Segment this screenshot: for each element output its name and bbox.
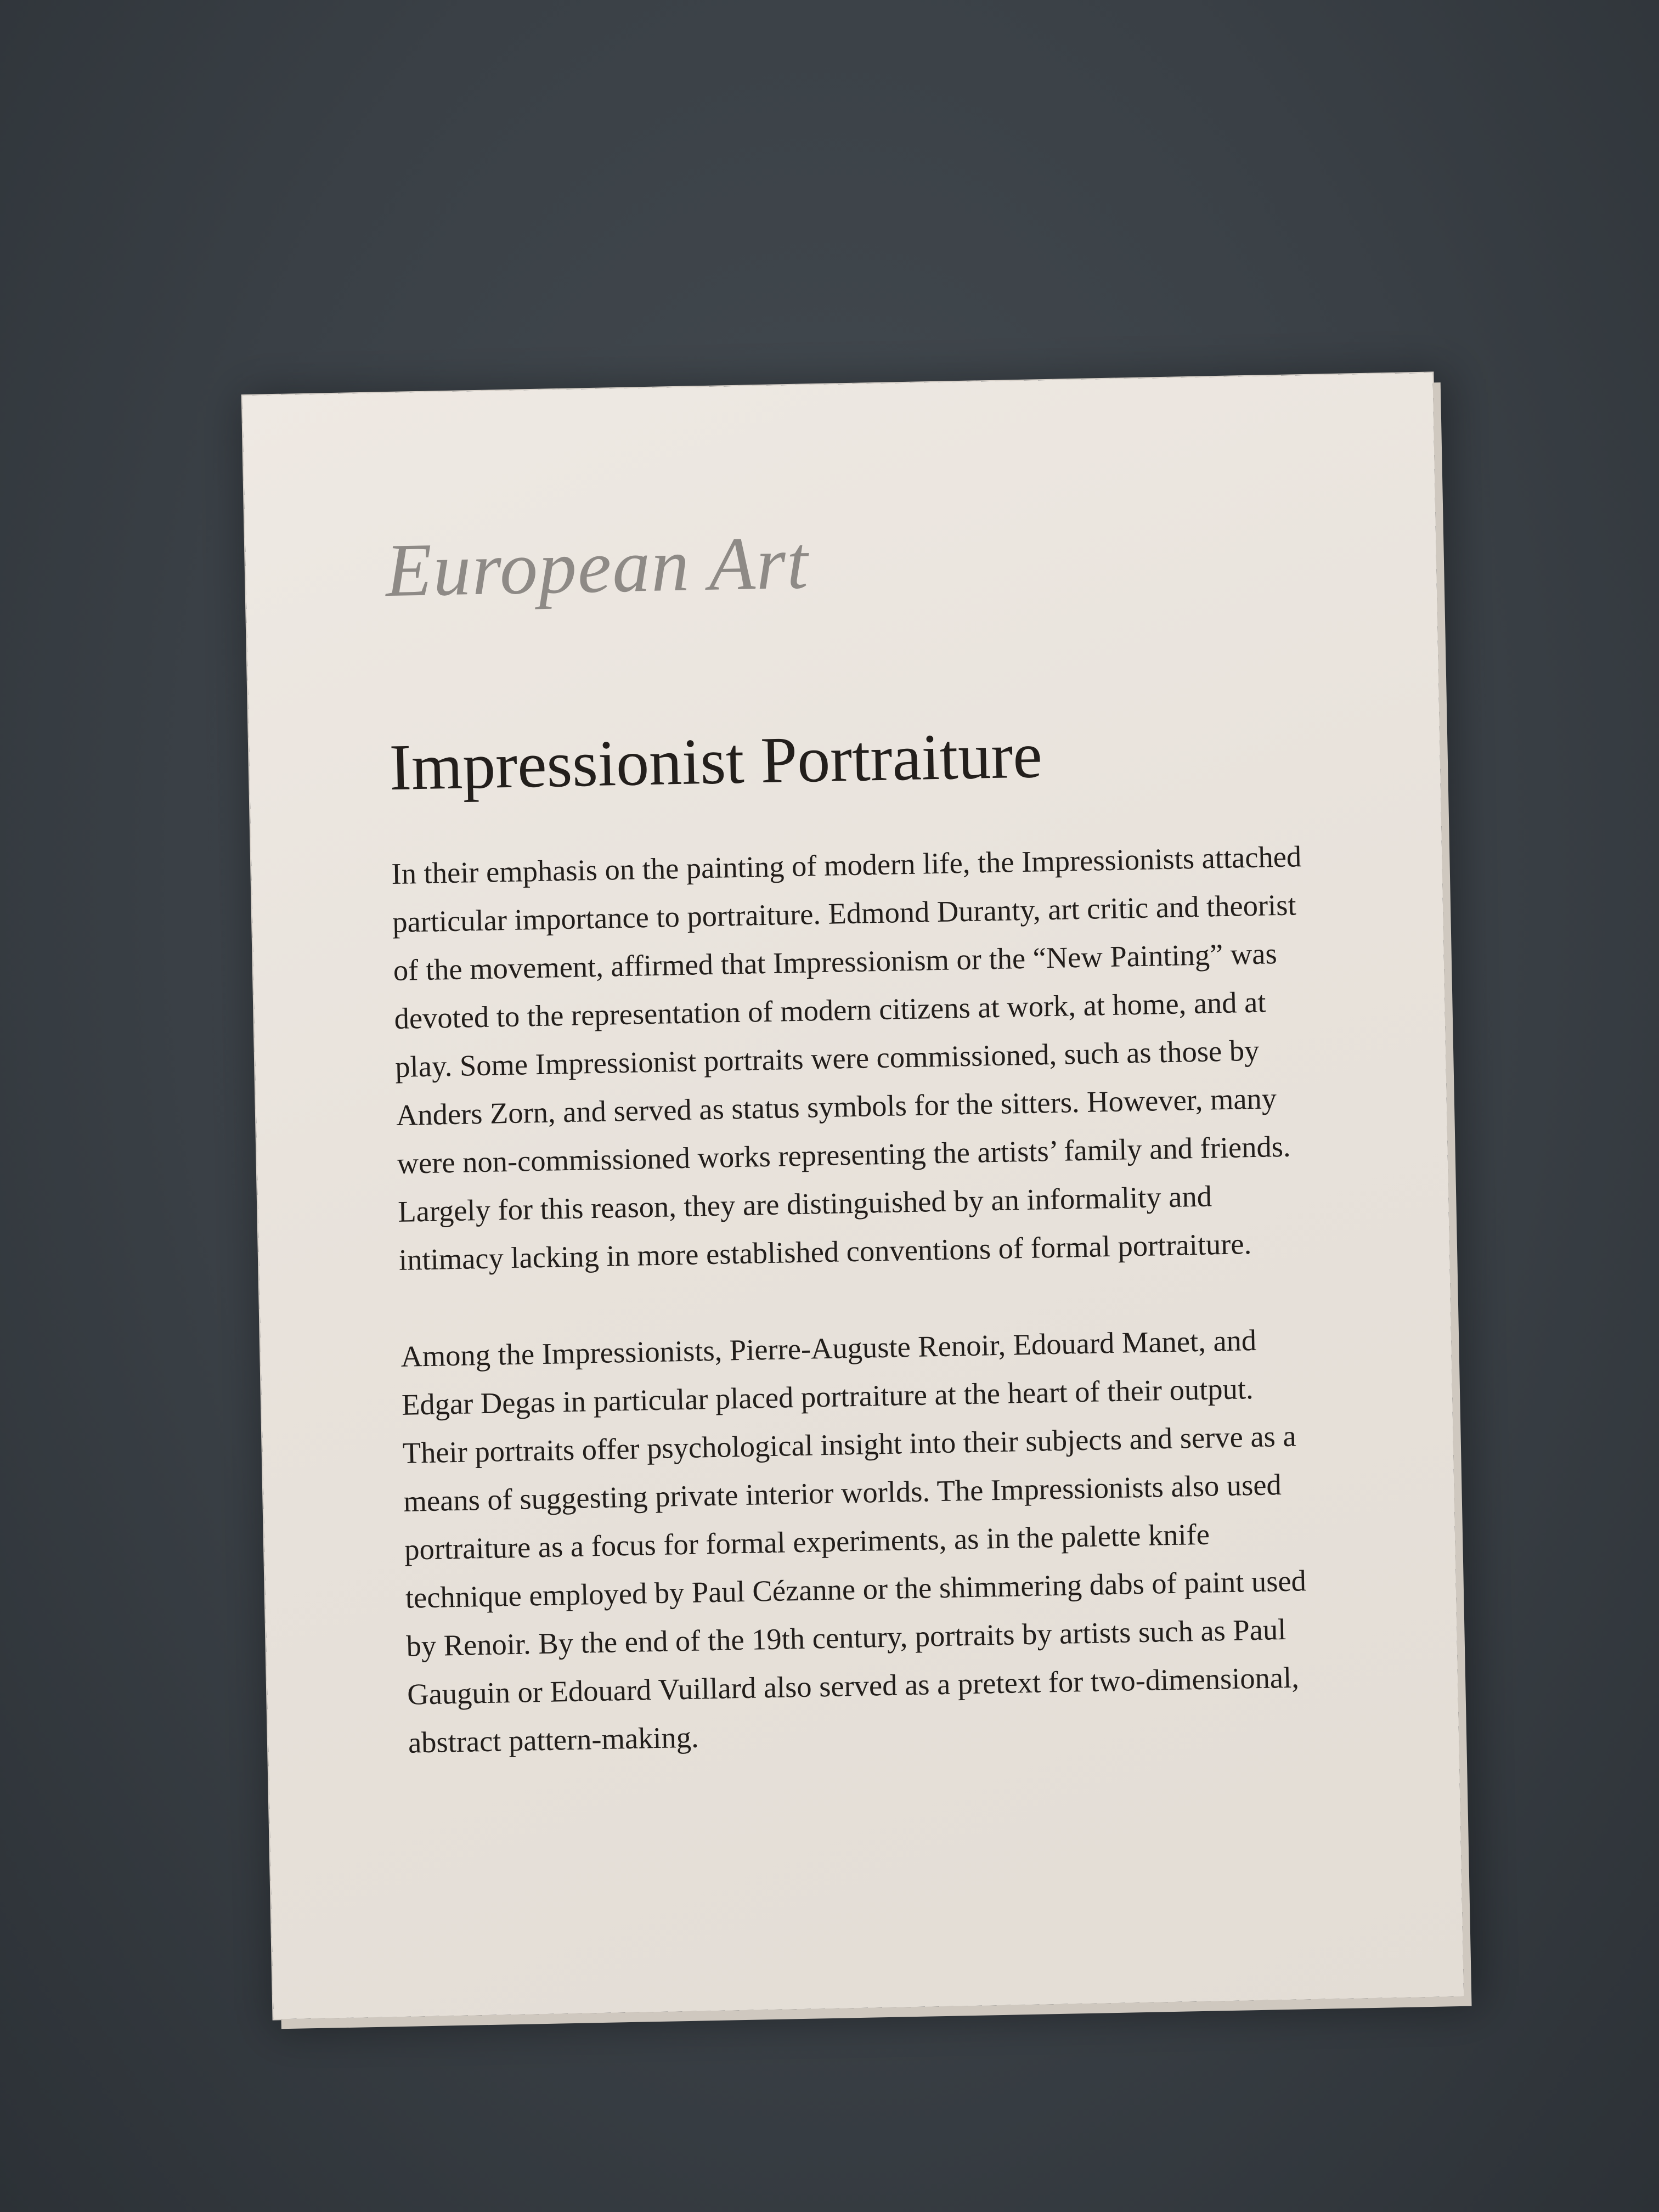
panel-title: Impressionist Portraiture: [388, 718, 1043, 804]
museum-wall-panel: [242, 373, 1464, 2019]
body-paragraph-2: Among the Impressionists, Pierre-Auguste Renoir, Edouard Manet, and Edgar Degas in particular placed portraiture at the heart of their output. Their portraits offer psychological insight into their subjects and serve as a means of suggesting private interior worlds. The Impressionists also used portraiture as a focus for formal experiments, as in the palette knife technique employed by Paul Cézanne or the shimmering dabs of paint used by Renoir. By the end of the 19th century, portraits by artists such as Paul Gauguin or Edouard Vuillard also served as a pretext for two-dimensional, abstract pattern-making.: [400, 1323, 1307, 1759]
body-paragraph-1: In their emphasis on the painting of modern life, the Impressionists attached particular importance to portraiture. Edmond Duranty, art critic and theorist of the movement, affirmed that Impressionism or the “New Painting” was devoted to the representation of modern citizens at work, at home, and at play. Some Impressionist portraits were commissioned, such as those by Anders Zorn, and served as status symbols for the sitters. However, many were non-commissioned works representing the artists’ family and friends. Largely for this reason, they are distinguished by an informality and intimacy lacking in more established conventions of formal portraiture.: [391, 839, 1302, 1277]
section-label: European Art: [385, 520, 810, 613]
